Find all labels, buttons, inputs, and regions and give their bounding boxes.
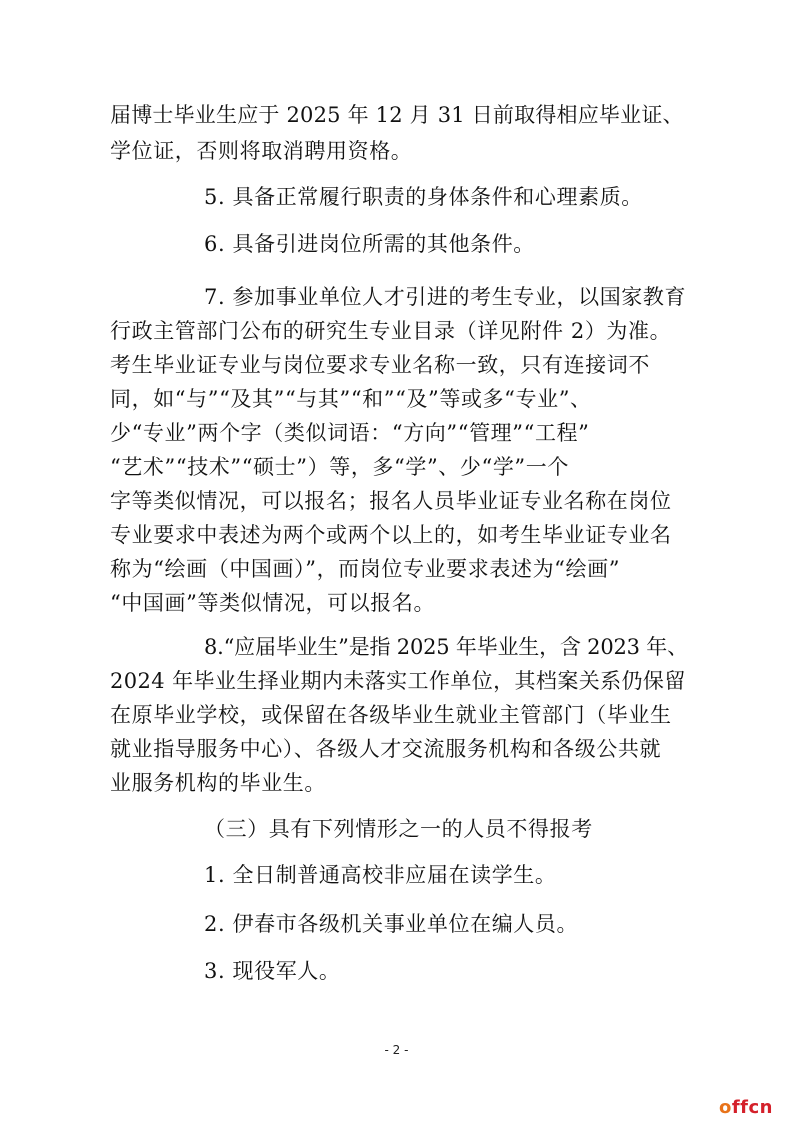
paragraph-line: 就业指导服务中心）、各级人才交流服务机构和各级公共就	[110, 737, 662, 761]
list-item-5: 5. 具备正常履行职责的身体条件和心理素质。	[204, 185, 643, 209]
paragraph-line: 少“专业”两个字（类似词语：“方向”“管理”“工程”	[110, 421, 590, 445]
paragraph-line: 称为“绘画（中国画）”，而岗位专业要求表述为“绘画”	[110, 557, 621, 581]
paragraph-line: 学位证，否则将取消聘用资格。	[110, 139, 413, 163]
offcn-logo	[719, 1097, 773, 1118]
section-heading: （三）具有下列情形之一的人员不得报考	[204, 817, 593, 841]
paragraph-line: 同，如“与”“及其”“与其”“和”“及”等或多“专业”、	[110, 387, 592, 411]
paragraph-line: 届博士毕业生应于 2025 年 12 月 31 日前取得相应毕业证、	[110, 103, 684, 127]
paragraph-line: 业服务机构的毕业生。	[110, 771, 326, 795]
paragraph-line: 考生毕业证专业与岗位要求专业名称一致，只有连接词不	[110, 353, 650, 377]
paragraph-line: 行政主管部门公布的研究生专业目录（详见附件 2）为准。	[110, 319, 672, 343]
paragraph-line: “中国画”等类似情况，可以报名。	[110, 591, 436, 615]
page-number: - 2 -	[384, 1043, 409, 1057]
paragraph-line: “艺术”“技术”“硕士”）等，多“学”、少“学”一个	[110, 455, 569, 479]
paragraph-line: 专业要求中表述为两个或两个以上的，如考生毕业证专业名	[110, 523, 672, 547]
paragraph-line: 2024 年毕业生择业期内未落实工作单位，其档案关系仍保留	[110, 669, 686, 693]
list-item-3: 3. 现役军人。	[204, 959, 341, 983]
list-item-8: 8.“应届毕业生”是指 2025 年毕业生，含 2023 年、	[204, 635, 688, 659]
list-item-7: 7. 参加事业单位人才引进的考生专业，以国家教育	[204, 285, 687, 309]
list-item-6: 6. 具备引进岗位所需的其他条件。	[204, 232, 535, 256]
paragraph-line: 字等类似情况，可以报名；报名人员毕业证专业名称在岗位	[110, 489, 672, 513]
paragraph-line: 在原毕业学校，或保留在各级毕业生就业主管部门（毕业生	[110, 703, 672, 727]
logo-prefix: o	[718, 1097, 732, 1118]
logo-rest: ffcn	[731, 1097, 773, 1118]
list-item-2: 2. 伊春市各级机关事业单位在编人员。	[204, 912, 579, 936]
list-item-1: 1. 全日制普通高校非应届在读学生。	[204, 863, 557, 887]
